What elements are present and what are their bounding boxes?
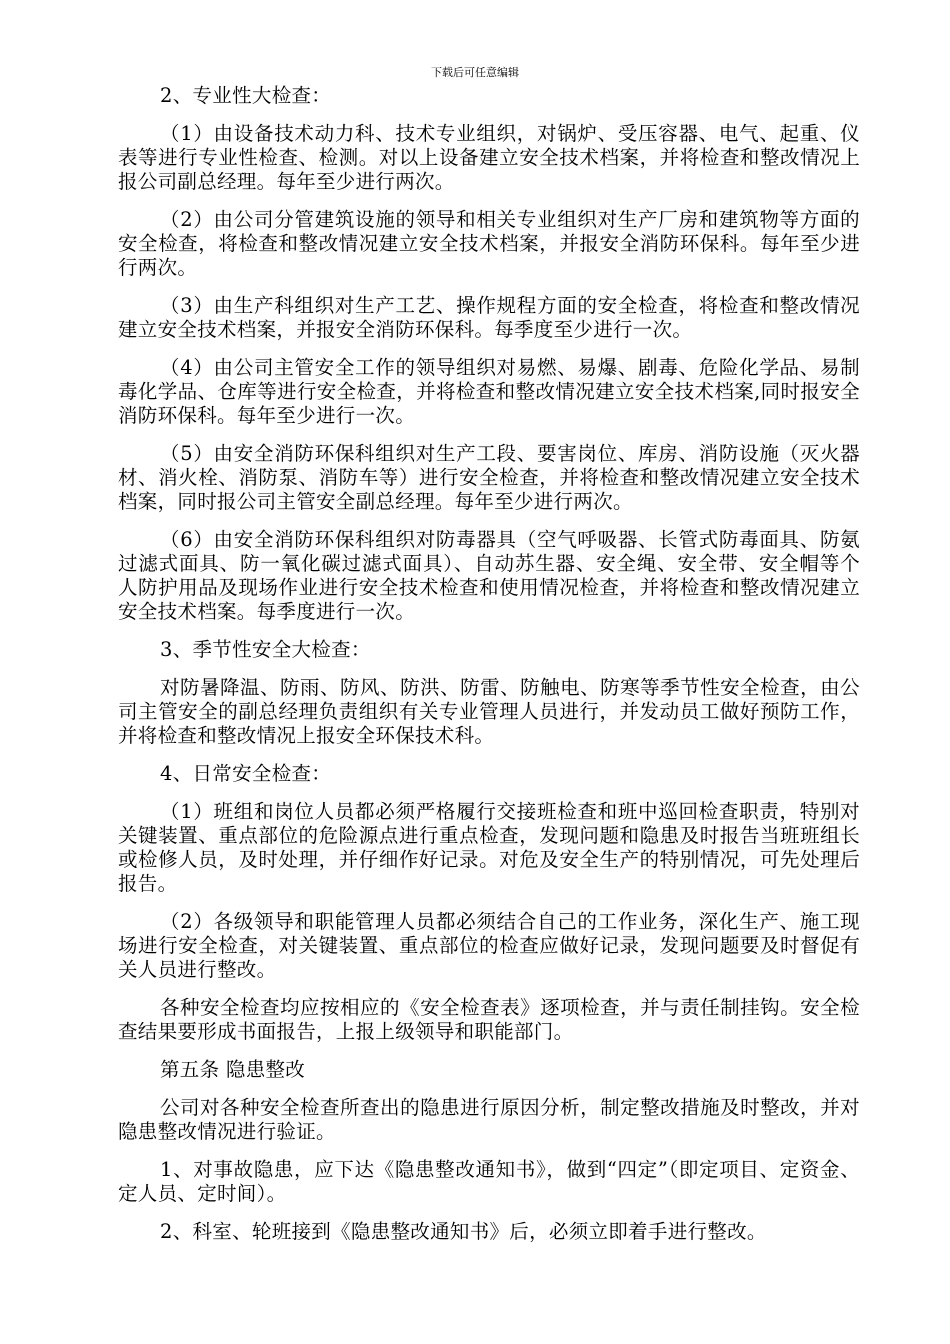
paragraph-item-5: （5）由安全消防环保科组织对生产工段、要害岗位、库房、消防设施（灭火器材、消火栓、消防泵、消防车等）进行安全检查，并将检查和整改情况建立安全技术档案，同时报公司主管安全副总经理。每年至少进行两次。 (118, 442, 860, 513)
paragraph-seasonal: 对防暑降温、防雨、防风、防洪、防雷、防触电、防寒等季节性安全检查，由公司主管安全的副总经理负责组织有关专业管理人员进行，并发动员工做好预防工作，并将检查和整改情况上报安全环保技术科。 (118, 676, 860, 747)
paragraph-hazard-notice: 1、对事故隐患，应下达《隐患整改通知书》，做到“四定”（即定项目、定资金、定人员、定时间）。 (118, 1158, 860, 1205)
paragraph-item-4: （4）由公司主管安全工作的领导组织对易燃、易爆、剧毒、危险化学品、易制毒化学品、仓库等进行安全检查，并将检查和整改情况建立安全技术档案,同时报安全消防环保科。每年至少进行一次。 (118, 356, 860, 427)
paragraph-item-6: （6）由安全消防环保科组织对防毒器具（空气呼吸器、长管式防毒面具、防氨过滤式面具、防一氧化碳过滤式面具）、自动苏生器、安全绳、安全带、安全帽等个人防护用品及现场作业进行安全技术检查和使用情况检查，并将检查和整改情况建立安全技术档案。每季度进行一次。 (118, 528, 860, 623)
paragraph-item-2: （2）由公司分管建筑设施的领导和相关专业组织对生产厂房和建筑物等方面的安全检查，将检查和整改情况建立安全技术档案，并报安全消防环保科。每年至少进行两次。 (118, 208, 860, 279)
section-heading-professional-inspection: 2、专业性大检查： (160, 84, 332, 107)
page-header-note: 下载后可任意编辑 (431, 66, 519, 79)
paragraph-checklist: 各种安全检查均应按相应的《安全检查表》逐项检查，并与责任制挂钩。安全检查结果要形成书面报告，上报上级领导和职能部门。 (118, 996, 860, 1043)
article-heading-hazard-rectification: 第五条 隐患整改 (160, 1058, 306, 1081)
paragraph-hazard-action: 2、科室、轮班接到《隐患整改通知书》后，必须立即着手进行整改。 (160, 1220, 767, 1243)
paragraph-daily-1: （1）班组和岗位人员都必须严格履行交接班检查和班中巡回检查职责，特别对关键装置、重点部位的危险源点进行重点检查，发现问题和隐患及时报告当班班组长或检修人员，及时处理，并仔细作好记录。对危及安全生产的特别情况，可先处理后报告。 (118, 800, 860, 895)
paragraph-item-3: （3）由生产科组织对生产工艺、操作规程方面的安全检查，将检查和整改情况建立安全技术档案，并报安全消防环保科。每季度至少进行一次。 (118, 294, 860, 341)
paragraph-item-1: （1）由设备技术动力科、技术专业组织，对锅炉、受压容器、电气、起重、仪表等进行专业性检查、检测。对以上设备建立安全技术档案，并将检查和整改情况上报公司副总经理。每年至少进行两次。 (118, 122, 860, 193)
section-heading-daily-inspection: 4、日常安全检查： (160, 762, 332, 785)
section-heading-seasonal-inspection: 3、季节性安全大检查： (160, 638, 371, 661)
document-body (118, 84, 860, 1258)
paragraph-daily-2: （2）各级领导和职能管理人员都必须结合自己的工作业务，深化生产、施工现场进行安全检查，对关键装置、重点部位的检查应做好记录，发现问题要及时督促有关人员进行整改。 (118, 910, 860, 981)
paragraph-hazard-analysis: 公司对各种安全检查所查出的隐患进行原因分析，制定整改措施及时整改，并对隐患整改情况进行验证。 (118, 1096, 860, 1143)
